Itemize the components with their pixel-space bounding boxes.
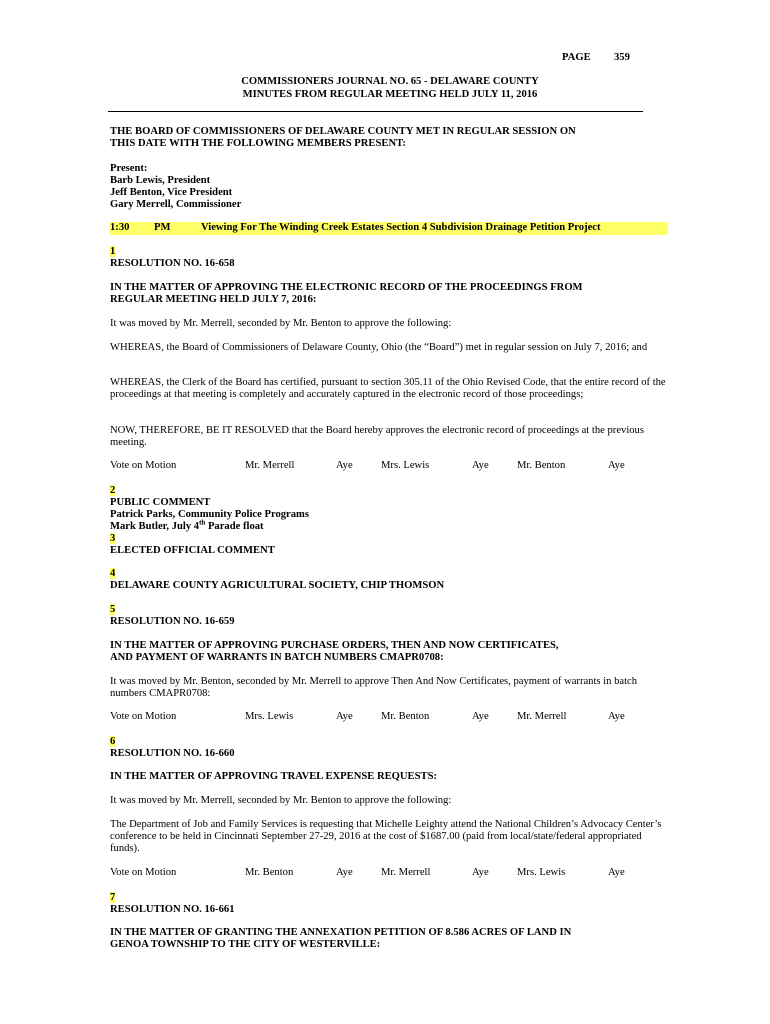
- vote-value-3: Aye: [608, 867, 625, 878]
- item1-whereas-1: WHEREAS, the Board of Commissioners of Delaware County, Ohio (the “Board”) met in regular session on July 7, 2016; and: [110, 342, 648, 353]
- vote-value-2: Aye: [472, 711, 489, 722]
- item-number-3: 3: [110, 533, 116, 544]
- item1-title-line-2: REGULAR MEETING HELD JULY 7, 2016:: [110, 294, 317, 305]
- vote-value-3: Aye: [608, 711, 625, 722]
- item-number-7: 7: [110, 892, 116, 903]
- item5-title-line-2: AND PAYMENT OF WARRANTS IN BATCH NUMBERS CMAPR0708:: [110, 652, 444, 663]
- vote-member-3: Mrs. Lewis: [517, 867, 566, 878]
- viewing-time: 1:30: [110, 222, 130, 233]
- resolution-16-661: RESOLUTION NO. 16-661: [110, 904, 235, 915]
- vote-value-1: Aye: [336, 711, 353, 722]
- item5-vote-row: [110, 711, 670, 723]
- item1-moved: It was moved by Mr. Merrell, seconded by Mr. Benton to approve the following:: [110, 318, 452, 329]
- item7-title-line-1: IN THE MATTER OF GRANTING THE ANNEXATION PETITION OF 8.586 ACRES OF LAND IN: [110, 927, 572, 938]
- item-number-4: 4: [110, 568, 116, 579]
- vote-value-2: Aye: [472, 460, 489, 471]
- item-number-6: 6: [110, 736, 116, 747]
- item6-title: IN THE MATTER OF APPROVING TRAVEL EXPENSE REQUESTS:: [110, 771, 438, 782]
- item1-whereas-2: WHEREAS, the Clerk of the Board has certified, pursuant to section 305.11 of the Ohio Revised Code, that the entire record of the proceedings at that meeting is completely and accurately captured in the electronic record of those proceedings;: [110, 377, 666, 400]
- resolution-16-659: RESOLUTION NO. 16-659: [110, 616, 235, 627]
- member-commissioner: Gary Merrell, Commissioner: [110, 199, 242, 210]
- item-number-2: 2: [110, 485, 116, 496]
- session-line-1: THE BOARD OF COMMISSIONERS OF DELAWARE COUNTY MET IN REGULAR SESSION ON: [110, 126, 576, 137]
- viewing-ampm: PM: [154, 222, 171, 233]
- minutes-title: MINUTES FROM REGULAR MEETING HELD JULY 11, 2016: [242, 89, 538, 100]
- item1-vote-row: [110, 460, 670, 472]
- viewing-text: Viewing For The Winding Creek Estates Section 4 Subdivision Drainage Petition Project: [201, 222, 601, 233]
- member-president: Barb Lewis, President: [110, 175, 211, 186]
- public-comment-title: PUBLIC COMMENT: [110, 497, 211, 508]
- vote-value-2: Aye: [472, 867, 489, 878]
- public-comment-line-1: Patrick Parks, Community Police Programs: [110, 509, 309, 520]
- public-comment-line-2: Mark Butler, July 4th Parade float: [110, 518, 264, 532]
- vote-value-1: Aye: [336, 460, 353, 471]
- item7-title-line-2: GENOA TOWNSHIP TO THE CITY OF WESTERVILLE:: [110, 939, 381, 950]
- journal-title: COMMISSIONERS JOURNAL NO. 65 - DELAWARE COUNTY: [241, 76, 539, 87]
- header-rule: [108, 111, 643, 112]
- vote-value-3: Aye: [608, 460, 625, 471]
- page-header: [562, 52, 662, 64]
- item1-resolved: NOW, THEREFORE, BE IT RESOLVED that the Board hereby approves the electronic record of proceedings at the previous meeting.: [110, 425, 644, 448]
- item5-title-line-1: IN THE MATTER OF APPROVING PURCHASE ORDERS, THEN AND NOW CERTIFICATES,: [110, 640, 559, 651]
- resolution-16-658: RESOLUTION NO. 16-658: [110, 258, 235, 269]
- item6-body: The Department of Job and Family Services is requesting that Michelle Leighty attend the National Children’s Advocacy Center’s conference to be held in Cincinnati September 27-29, 2016 at the cost of $1687.00 (paid from local/state/federal appropriated funds).: [110, 819, 662, 854]
- vote-member-2: Mr. Merrell: [381, 867, 431, 878]
- item-number-1: 1: [110, 246, 116, 257]
- page-number: 359: [613, 52, 630, 63]
- agricultural-society-title: DELAWARE COUNTY AGRICULTURAL SOCIETY, CHIP THOMSON: [110, 580, 445, 591]
- item6-vote-row: [110, 867, 670, 879]
- item-number-5: 5: [110, 604, 116, 615]
- item6-moved: It was moved by Mr. Merrell, seconded by Mr. Benton to approve the following:: [110, 795, 452, 806]
- vote-member-2: Mr. Benton: [381, 711, 430, 722]
- vote-member-3: Mr. Benton: [517, 460, 566, 471]
- item5-moved: It was moved by Mr. Benton, seconded by Mr. Merrell to approve Then And Now Certificates, payment of warrants in batch numbers CMAPR0708:: [110, 676, 638, 699]
- vote-member-2: Mrs. Lewis: [381, 460, 430, 471]
- session-line-2: THIS DATE WITH THE FOLLOWING MEMBERS PRESENT:: [110, 138, 406, 149]
- page-label: PAGE: [562, 52, 591, 63]
- vote-member-3: Mr. Merrell: [517, 711, 567, 722]
- elected-official-comment-title: ELECTED OFFICIAL COMMENT: [110, 545, 275, 556]
- vote-value-1: Aye: [336, 867, 353, 878]
- resolution-16-660: RESOLUTION NO. 16-660: [110, 748, 235, 759]
- member-vice-president: Jeff Benton, Vice President: [110, 187, 233, 198]
- vote-label: Vote on Motion: [110, 711, 177, 722]
- vote-member-1: Mrs. Lewis: [245, 711, 294, 722]
- vote-label: Vote on Motion: [110, 460, 177, 471]
- vote-label: Vote on Motion: [110, 867, 177, 878]
- item1-title-line-1: IN THE MATTER OF APPROVING THE ELECTRONIC RECORD OF THE PROCEEDINGS FROM: [110, 282, 583, 293]
- vote-member-1: Mr. Merrell: [245, 460, 295, 471]
- viewing-line: [110, 222, 668, 235]
- vote-member-1: Mr. Benton: [245, 867, 294, 878]
- present-label: Present:: [110, 163, 148, 174]
